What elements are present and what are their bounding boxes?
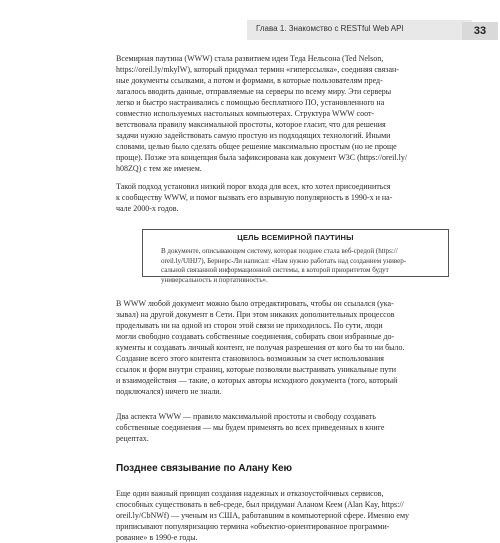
paragraph-line: рецептах.: [116, 434, 149, 443]
sidebar-box: [142, 229, 449, 284]
sidebar-line: универсальность и портативность».: [161, 275, 268, 284]
paragraph-line: Два аспекта WWW — правило максимальной простоты и свободу создавать: [116, 412, 376, 421]
paragraph-5: [116, 488, 474, 543]
paragraph-line: ные документы ссылками, а потом и формами, в которые пользователям пред-: [116, 76, 383, 85]
paragraph-line: способных существовать в веб-среде, был придуман Аланом Кеем (Alan Kay, https://: [116, 500, 404, 509]
page-header: [0, 20, 500, 42]
paragraph-line: ветствовала правилу максимальной простоты, которое гласит, что для решения: [116, 120, 386, 129]
paragraph-line: подключался) ничего не знали.: [116, 387, 222, 396]
paragraph-line: кументы и создавать личный контент, не получая разрешения от кого бы то ни было.: [116, 343, 405, 352]
paragraph-4: [116, 411, 474, 444]
paragraph-line: h08ZQ) с тем же именем.: [116, 164, 202, 173]
paragraph-line: задачи нужно задействовать самую простую из подходящих технологий. Иными: [116, 131, 391, 140]
sidebar-title: ЦЕЛЬ ВСЕМИРНОЙ ПАУТИНЫ: [237, 233, 354, 242]
page-number: 33: [462, 22, 498, 40]
paragraph-1: [116, 53, 474, 174]
paragraph-line: собственные соединения — мы будем применять во всех приведенных в книге: [116, 423, 385, 432]
paragraph-line: Такой подход установил низкий порог входа для всех, кто хотел присоединиться: [116, 182, 391, 191]
running-title: Глава 1. Знакомство с RESTful Web API: [256, 24, 404, 33]
paragraph-line: Еще один важный принцип создания надежных и отказоустойчивых сервисов,: [116, 489, 384, 498]
paragraph-line: ссылок и форм внутри страниц, которые позволяли выстраивать уникальные пути: [116, 365, 397, 374]
paragraph-line: https://oreil.ly/mkylW), который придумал термин «гиперссылка», соединяя связан-: [116, 65, 399, 74]
paragraph-line: чале 2000-х годов.: [116, 204, 179, 213]
paragraph-line: легко и быстро настраивались с помощью бесплатного ПО, установленного на: [116, 98, 385, 107]
paragraph-line: совместно используемых настольных компьютерах. Структура WWW соот-: [116, 109, 375, 118]
sidebar-body: [161, 247, 433, 285]
sidebar-line: В документе, описывающем систему, которая позднее стала веб-средой (https://: [161, 247, 398, 255]
sidebar-line: oreil.ly/UlHJ7), Бернерс-Ли написал: «Нам нужно работать над созданием универ-: [161, 256, 407, 265]
paragraph-line: рование» в 1990-е годы.: [116, 533, 198, 542]
paragraph-line: зывал) на другой документ в Сети. При этом никаких дополнительных процессов: [116, 310, 395, 319]
paragraph-line: Создание всего этого контента становилось возможным за счет использования: [116, 354, 384, 363]
paragraph-line: лагалось вводить данные, отправляемые на серверы по всему миру. Эти серверы: [116, 87, 392, 96]
paragraph-3: [116, 298, 474, 397]
paragraph-line: oreil.ly/CbNWf) — ученым из США, работавшим в компьютерной сфере. Именно ему: [116, 511, 410, 520]
paragraph-line: проще). Позже эта концепция была зафиксирована как документ W3C (https://oreil.ly/: [116, 153, 408, 162]
paragraph-line: Всемирная паутина (WWW) стала развитием идеи Теда Нельсона (Ted Nelson,: [116, 54, 384, 63]
paragraph-2: [116, 181, 474, 214]
paragraph-line: и взаимодействия — такие, о которых авторы исходного документа (того, который: [116, 376, 398, 385]
paragraph-line: приписывают популяризацию термина «объектно-ориентированное программи-: [116, 522, 390, 531]
paragraph-line: словами, целью было сделать общее решение максимально простым (но не проще: [116, 142, 397, 151]
sidebar-line: сальной связанной информационной системы, в которой приоритетом будут: [161, 266, 389, 274]
paragraph-line: к сообществу WWW, и помог вызвать его взрывную популярность в 1990-х и на-: [116, 193, 393, 202]
paragraph-line: проделывать ни на одной из сторон этой связи не приходилось. По сути, люди: [116, 321, 383, 330]
section-heading: Позднее связывание по Алану Кею: [116, 463, 293, 474]
paragraph-line: могли свободно создавать собственные соединения, собирать свои избранные до-: [116, 332, 395, 341]
paragraph-line: В WWW любой документ можно было отредактировать, чтобы он ссылался (ука-: [116, 299, 394, 308]
